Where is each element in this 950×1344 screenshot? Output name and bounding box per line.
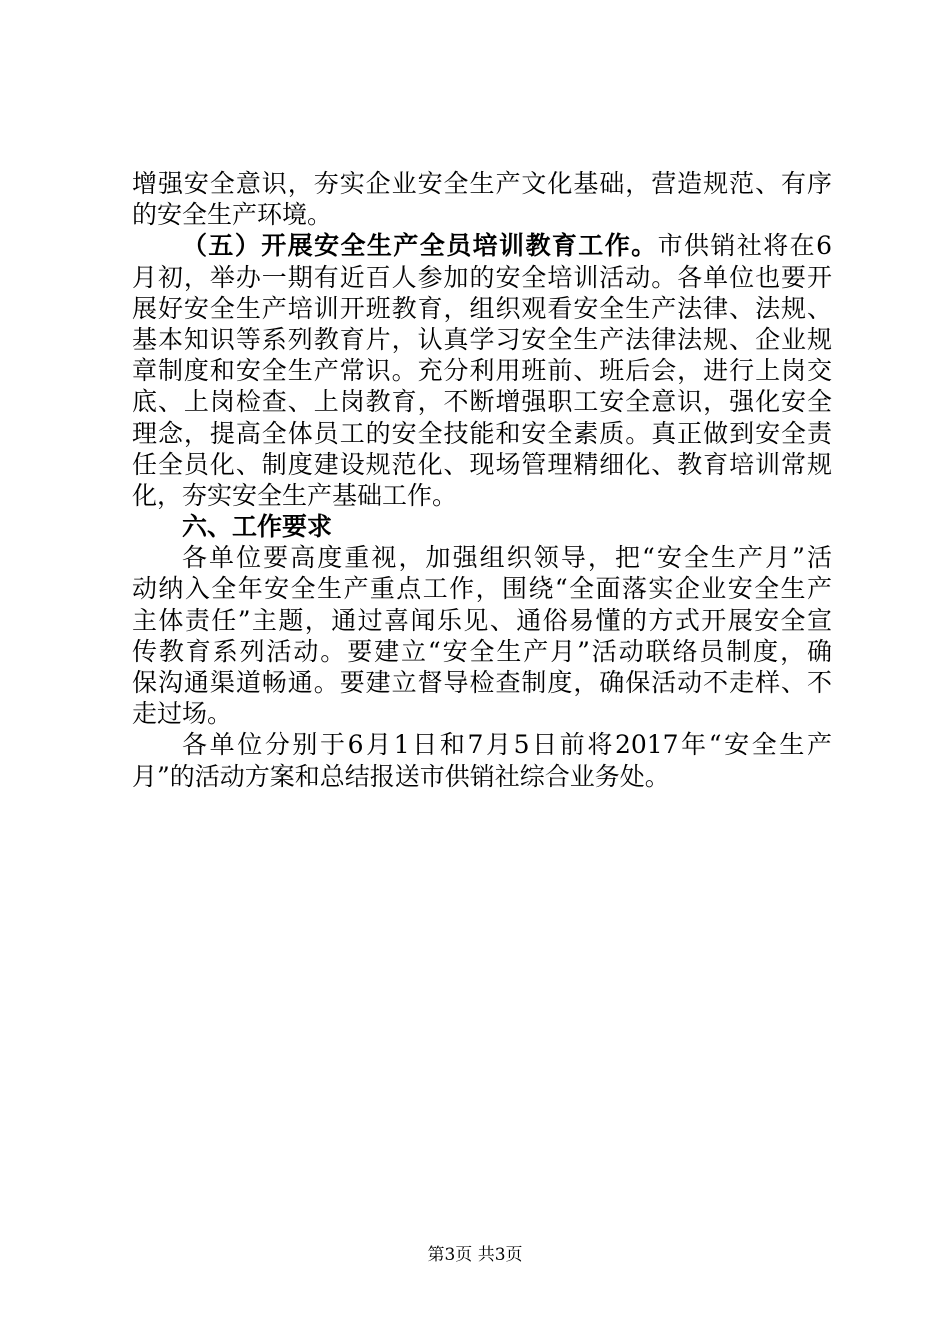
text-line	[132, 262, 832, 293]
body-text	[132, 168, 832, 792]
text-line	[132, 573, 832, 604]
paragraph-text: 章制度和安全生产常识。充分利用班前、班后会，进行上岗交	[132, 356, 832, 386]
text-line	[132, 698, 832, 729]
paragraph-text: 市供销社将在6	[657, 231, 832, 261]
text-line	[132, 199, 832, 230]
text-line	[132, 667, 832, 698]
text-line	[132, 168, 832, 199]
paragraph-text: 基本知识等系列教育片，认真学习安全生产法律法规、企业规	[132, 324, 832, 354]
text-line	[132, 605, 832, 636]
paragraph-text: 增强安全意识，夯实企业安全生产文化基础，营造规范、有序	[132, 169, 832, 198]
paragraph-text: 化，夯实安全生产基础工作。	[132, 480, 458, 510]
paragraph-text: 各单位分别于6月1日和7月5日前将2017年“安全生产	[182, 730, 832, 760]
section-heading: 六、工作要求	[182, 512, 333, 542]
text-line	[132, 761, 832, 792]
paragraph-text: 动纳入全年安全生产重点工作，围绕“全面落实企业安全生产	[132, 574, 832, 604]
text-line	[132, 230, 832, 261]
text-line	[132, 355, 832, 386]
text-line	[132, 729, 832, 760]
text-line	[132, 449, 832, 480]
text-line	[132, 386, 832, 417]
paragraph-text: 主体责任”主题，通过喜闻乐见、通俗易懂的方式开展安全宣	[132, 605, 832, 635]
text-line	[132, 636, 832, 667]
paragraph-text: 任全员化、制度建设规范化、现场管理精细化、教育培训常规	[132, 449, 832, 479]
paragraph-text: 月初，举办一期有近百人参加的安全培训活动。各单位也要开	[132, 262, 832, 292]
section-heading: （五）开展安全生产全员培训教育工作。	[182, 231, 658, 261]
paragraph-text: 理念，提高全体员工的安全技能和安全素质。真正做到安全责	[132, 418, 832, 448]
text-line	[132, 293, 832, 324]
text-line	[132, 542, 832, 573]
paragraph-text: 月”的活动方案和总结报送市供销社综合业务处。	[132, 761, 670, 791]
text-line	[132, 418, 832, 449]
page-footer: 第3页 共3页	[427, 1245, 523, 1265]
paragraph-text: 传教育系列活动。要建立“安全生产月”活动联络员制度，确	[132, 636, 832, 666]
paragraph-text: 走过场。	[132, 699, 233, 729]
text-line	[132, 324, 832, 355]
text-line	[132, 511, 832, 542]
paragraph-text: 底、上岗检查、上岗教育，不断增强职工安全意识，强化安全	[132, 387, 832, 417]
paragraph-text: 展好安全生产培训开班教育，组织观看安全生产法律、法规、	[132, 293, 832, 323]
paragraph-text: 保沟通渠道畅通。要建立督导检查制度，确保活动不走样、不	[132, 668, 832, 697]
paragraph-text: 各单位要高度重视，加强组织领导，把“安全生产月”活	[182, 543, 832, 573]
paragraph-text: 的安全生产环境。	[132, 200, 333, 230]
text-line	[132, 480, 832, 511]
